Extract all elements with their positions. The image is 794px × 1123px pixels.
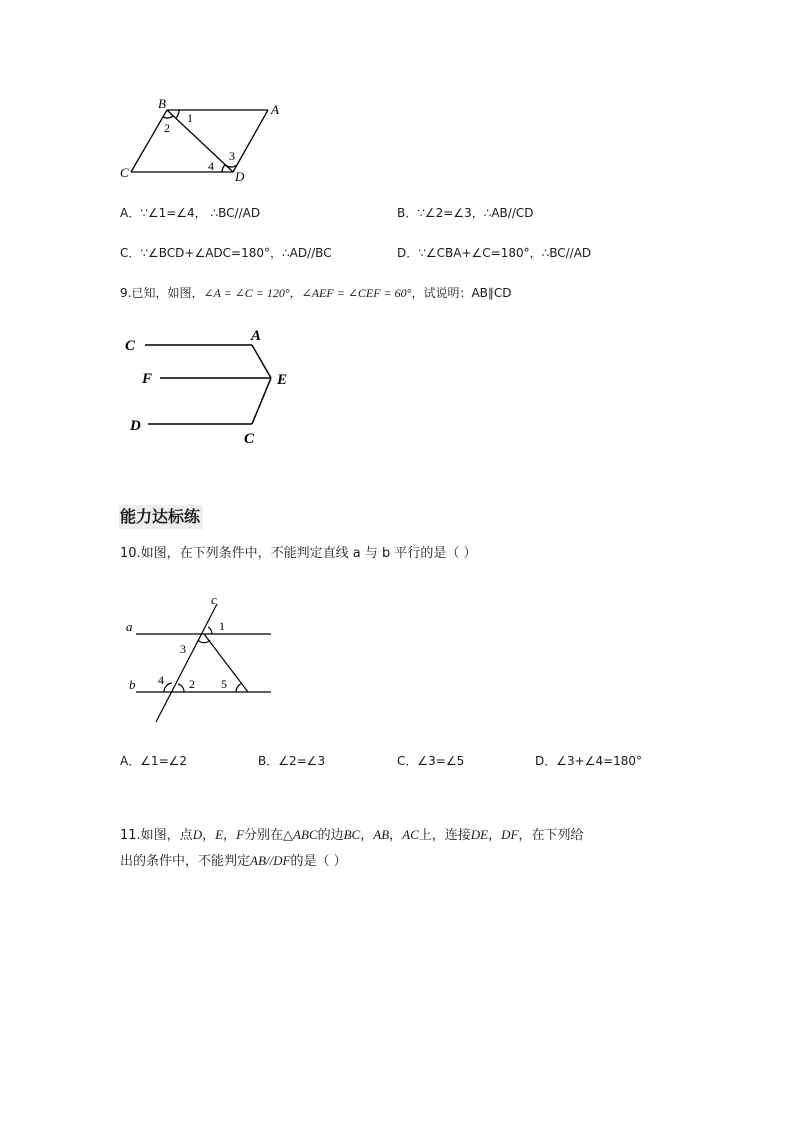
q11-side-ac: AC bbox=[402, 827, 419, 842]
q11-seg-de: DE bbox=[470, 827, 489, 842]
q11-sep3: ， bbox=[360, 828, 374, 843]
q11-t5: ，在下列给 bbox=[518, 828, 584, 843]
q11-t1: 11.如图，点 bbox=[120, 828, 193, 843]
q11-triangle: △ABC bbox=[283, 827, 318, 842]
q8-option-c: C．∵∠BCD+∠ADC=180°，∴AD//BC bbox=[120, 246, 332, 260]
q10-option-d: D．∠3+∠4=180° bbox=[535, 754, 643, 768]
q11-line2-b: 的是（ ） bbox=[290, 854, 347, 869]
fig10-label-c: c bbox=[211, 592, 217, 607]
angle-arc-1 bbox=[208, 627, 212, 634]
section-heading: 能力达标练 bbox=[119, 505, 203, 529]
q11-line-2 bbox=[120, 852, 347, 871]
q11-line-1 bbox=[120, 826, 584, 845]
q11-side-bc: BC bbox=[343, 827, 361, 842]
fig9-label-d: D bbox=[130, 418, 141, 434]
fig10-angle-3: 3 bbox=[180, 642, 186, 656]
fig10-angle-4: 4 bbox=[158, 673, 164, 687]
q11-t4: 上，连接 bbox=[418, 828, 471, 843]
q11-t2: 分别在 bbox=[244, 828, 284, 843]
angle-arc-2 bbox=[178, 684, 184, 692]
q8-option-d: D．∵∠CBA+∠C=180°，∴BC//AD bbox=[397, 246, 592, 260]
q9-prefix: 9.已知，如图， bbox=[120, 286, 204, 300]
q11-line2-a: 出的条件中，不能判定 bbox=[120, 854, 251, 869]
fig9-label-c-top: C bbox=[125, 338, 136, 354]
q9-suffix: ，试说明：AB∥CD bbox=[411, 286, 512, 300]
q11-sep4: ， bbox=[389, 828, 403, 843]
angle-arc-5 bbox=[236, 683, 242, 692]
fig8-angle-3: 3 bbox=[229, 149, 235, 163]
fig8-label-c: C bbox=[120, 165, 129, 180]
q11-seg-df: DF bbox=[501, 827, 519, 842]
q11-point-e: E bbox=[215, 827, 224, 842]
fig8-angle-4: 4 bbox=[208, 159, 214, 173]
angle-arc-4 bbox=[164, 683, 172, 692]
q10-option-a: A．∠1=∠2 bbox=[120, 754, 188, 768]
fig9-label-a: A bbox=[251, 328, 262, 344]
fig9-label-c-bottom: C bbox=[244, 431, 255, 447]
fig9-label-f: F bbox=[142, 371, 153, 387]
q9-math: ∠A = ∠C = 120°，∠AEF = ∠CEF = 60° bbox=[203, 286, 412, 300]
q8-option-b: B．∵∠2=∠3，∴AB//CD bbox=[397, 206, 534, 220]
q10-option-b: B．∠2=∠3 bbox=[258, 754, 326, 768]
q11-sep5: ， bbox=[488, 828, 502, 843]
fig8-label-a: A bbox=[271, 102, 279, 117]
fig10-angle-1: 1 bbox=[219, 619, 225, 633]
q10-text: 10.如图，在下列条件中，不能判定直线 a 与 b 平行的是（ ） bbox=[120, 546, 477, 561]
fig10-angle-2: 2 bbox=[189, 677, 195, 691]
fig10-angle-5: 5 bbox=[221, 677, 227, 691]
q11-sep1: ， bbox=[202, 828, 216, 843]
q11-t3: 的边 bbox=[317, 828, 344, 843]
fig8-label-b: B bbox=[158, 96, 166, 111]
fig8-angle-2: 2 bbox=[164, 121, 170, 135]
line-c bbox=[156, 604, 217, 722]
fig10-label-a: a bbox=[126, 619, 133, 634]
q11-point-f: F bbox=[236, 827, 245, 842]
q8-option-a: A．∵∠1=∠4， ∴BC//AD bbox=[120, 206, 261, 220]
q11-side-ab: AB bbox=[373, 827, 390, 842]
q11-sep2: ， bbox=[223, 828, 237, 843]
fig9-label-e: E bbox=[277, 372, 288, 388]
q10-option-c: C．∠3=∠5 bbox=[397, 754, 465, 768]
q11-line2-math: AB//DF bbox=[250, 853, 291, 868]
fig8-angle-1: 1 bbox=[187, 111, 193, 125]
q11-point-d: D bbox=[192, 827, 203, 842]
fig8-label-d: D bbox=[235, 169, 245, 184]
fig10-label-b: b bbox=[129, 677, 136, 692]
